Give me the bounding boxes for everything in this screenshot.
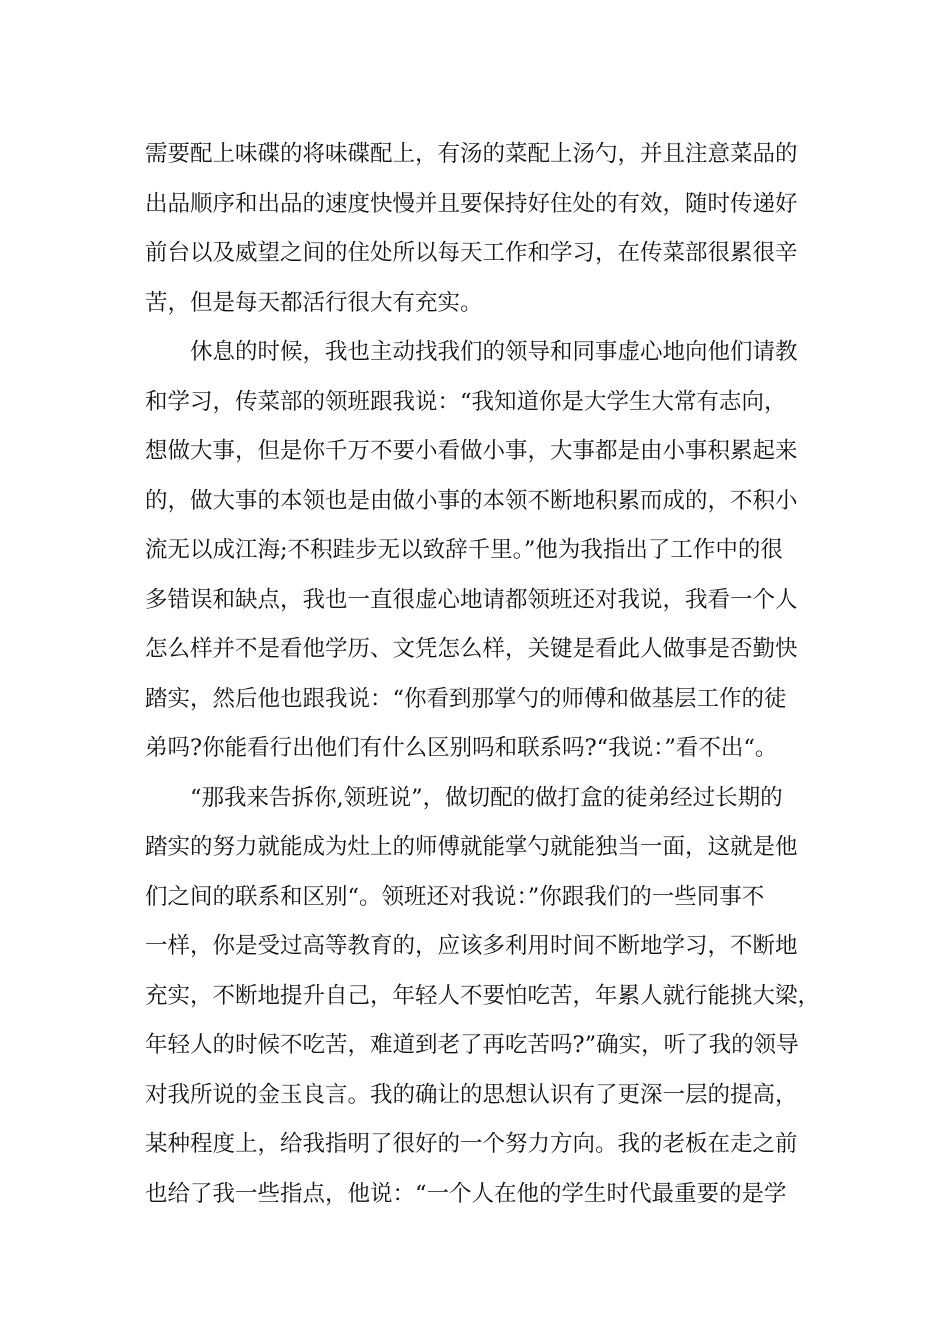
- text-line: 前台以及威望之间的住处所以每天工作和学习，在传菜部很累很辛: [145, 240, 798, 266]
- text-line: 需要配上味碟的将味碟配上，有汤的菜配上汤勺，并且注意菜品的: [145, 141, 798, 167]
- text-line: 苦，但是每天都活行很大有充实。: [145, 289, 483, 316]
- text-line: 的，做大事的本领也是由做小事的本领不断地积累而成的，不积小: [145, 487, 798, 514]
- text-line: 对我所说的金玉良言。我的确让的思想认识有了更深一层的提高，: [145, 1081, 798, 1108]
- text-line: 怎么样并不是看他学历、文凭怎么样，关键是看此人做事是否勤快: [145, 636, 798, 662]
- text-line: 年轻人的时候不吃苦，难道到老了再吃苦吗?”确实，听了我的领导: [145, 1032, 799, 1058]
- text-line: 踏实的努力就能成为灶上的师傅就能掌勺就能独当一面，这就是他: [145, 834, 798, 860]
- text-line: 们之间的联系和区别“。领班还对我说：”你跟我们的一些同事不: [145, 883, 765, 910]
- text-line: 充实，不断地提升自己，年轻人不要怕吃苦，年累人就行能挑大梁，: [145, 982, 821, 1009]
- text-line: 踏实，然后他也跟我说：“你看到那掌勺的师傅和做基层工作的徒: [145, 685, 787, 712]
- text-line: 和学习，传菜部的领班跟我说：“我知道你是大学生大常有志向，: [145, 388, 787, 415]
- paragraph-first-line: “那我来告拆你,领班说”，做切配的做打盒的徒弟经过长期的: [190, 784, 783, 811]
- body-text: [145, 130, 821, 1219]
- text-line: 多错误和缺点，我也一直很虚心地请都领班还对我说，我看一个人: [145, 586, 798, 613]
- text-line: 流无以成江海;不积跬步无以致辞千里。”他为我指出了工作中的很: [145, 537, 783, 563]
- paragraph-first-line: 休息的时候，我也主动找我们的领导和同事虚心地向他们请教: [190, 339, 798, 365]
- text-line: 弟吗?你能看行出他们有什么区别吗和联系吗?“我说：”看不出“。: [145, 735, 778, 761]
- text-line: 也给了我一些指点，他说：“一个人在他的学生时代最重要的是学: [145, 1180, 787, 1207]
- text-line: 一样，你是受过高等教育的，应该多利用时间不断地学习，不断地: [145, 933, 798, 959]
- text-line: 出品顺序和出品的速度快慢并且要保持好住处的有效，随时传递好: [145, 190, 798, 217]
- text-line: 某种程度上，给我指明了很好的一个努力方向。我的老板在走之前: [145, 1131, 798, 1157]
- text-line: 想做大事，但是你千万不要小看做小事，大事都是由小事积累起来: [145, 438, 798, 464]
